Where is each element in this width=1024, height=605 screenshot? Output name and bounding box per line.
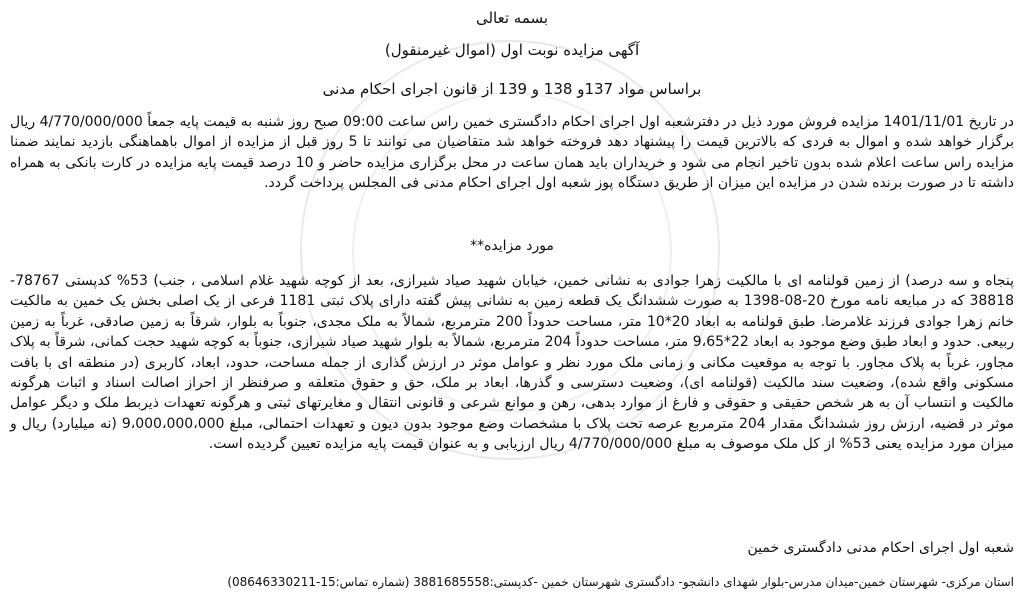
issuing-office-signature: شعبه اول اجرای احکام مدنی دادگستری خمین bbox=[747, 540, 1014, 556]
auction-item-heading: مورد مزایده** bbox=[470, 238, 554, 254]
legal-basis-line: براساس مواد 137و 138 و 139 از قانون اجرای احکام مدنی bbox=[322, 80, 702, 98]
auction-item-description: پنجاه و سه درصد) از زمین قولنامه ای با مالکیت زهرا جوادی به نشانی خمین، خیابان شهید صیاد شیرازی، بعد از کوچه شهید غلام اسلامی ، جنب) 53% کدپستی 78767-38818 که در مبایعه نامه مورخ 20-08-1398 به صورت ششدانگ یک قطعه زمین به نشانی پیش گفته دارای پلاک ثبتی 1181 فرعی از یک اصلی بخش یک خمین به مالکیت خانم زهرا جوادی فرزند غلامرضا. طبق قولنامه به ابعاد 20*10 متر، مساحت حدوداً 200 مترمربع، شمالاً به ملک مجدی، جنوباً به بلوار، شرقاً به زمین صادقی، غرباً به زمین ربیعی. حدود و ابعاد طبق وضع موجود به ابعاد 22*9،65 متر، مساحت حدوداً 204 مترمربع، شمالاً به بلوار شهید صیاد شیرازی، جنوباً به کوچه شهید حجت کمانی، شرقاً به پلاک مجاور، غرباً به پلاک مجاور. با توجه به موقعیت مکانی و زمانی ملک مورد نظر و عوامل موثر در ارزش گذاری از جمله مساحت، حدود، ابعاد، کاربری (در منطقه ای با بافت مسکونی واقع شده)، وضعیت سند مالکیت (قولنامه ای)، وضعیت دسترسی و گذرها، ابعاد بر ملک، حق و حقوق متعلقه و صرفنظر از احراز اصالت اسناد و اثبات هرگونه مالکیت و انتساب آن به هر شخص حقیقی و حقوقی و فارغ از موارد بدهی، رهن و موانع شرعی و قانونی انتقال و مغایرتهای ثبتی و هرگونه تعهدات ذیربط ملک و دیگر عوامل موثر در قضیه، ارزش روز ششدانگ مقدار 204 مترمربع عرصه تحت پلاک با مشخصات وضع موجود بدون دیون و تعهدات احتمالی، مبلغ 9،000،000،000 (نه میلیارد) ریال و میزان مورد مزایده یعنی 53% از کل ملک موصوف به مبلغ 4/770/000/000 ریال ارزیابی و به عنوان قیمت پایه مزایده تعیین گردیده است. bbox=[10, 273, 1015, 453]
bismillah-heading: بسمه تعالی bbox=[475, 9, 549, 27]
notice-title: آگهی مزایده نوبت اول (اموال غیرمنقول) bbox=[384, 41, 640, 59]
intro-paragraph: در تاریخ 1401/11/01 مزایده فروش مورد ذیل در دفترشعبه اول اجرای احکام دادگستری خمین راس ساعت 09:00 صبح روز شنبه به قیمت پایه جمعاً 4/770/000/000 ریال برگزار خواهد شده و اموال به فردی که بالاترین قیمت را پیشنهاد دهد فروخته خواهد شد متقاضیان می توانند تا 5 روز قبل از مزایده از اموال باهماهنگی بازدید نمایند ضمنا مزایده راس ساعت اعلام شده بدون تاخیر انجام می شود و خریداران باید همان ساعت در محل برگزاری مزایده حاضر و 10 درصد قیمت پایه مزایده در کارت بانکی به همراه داشته تا در صورت برنده شدن در مزایده این میزان از طریق دستگاه پوز شعبه اول اجرای احکام مدنی فی المجلس پرداخت گردد. bbox=[10, 114, 1015, 192]
office-address-footer: استان مرکزی- شهرستان خمین-میدان مدرس-بلوار شهدای دانشجو- دادگستری شهرستان خمین -کدپستی:3881685558 (شماره تماس:15-08646330211) bbox=[227, 575, 1014, 589]
